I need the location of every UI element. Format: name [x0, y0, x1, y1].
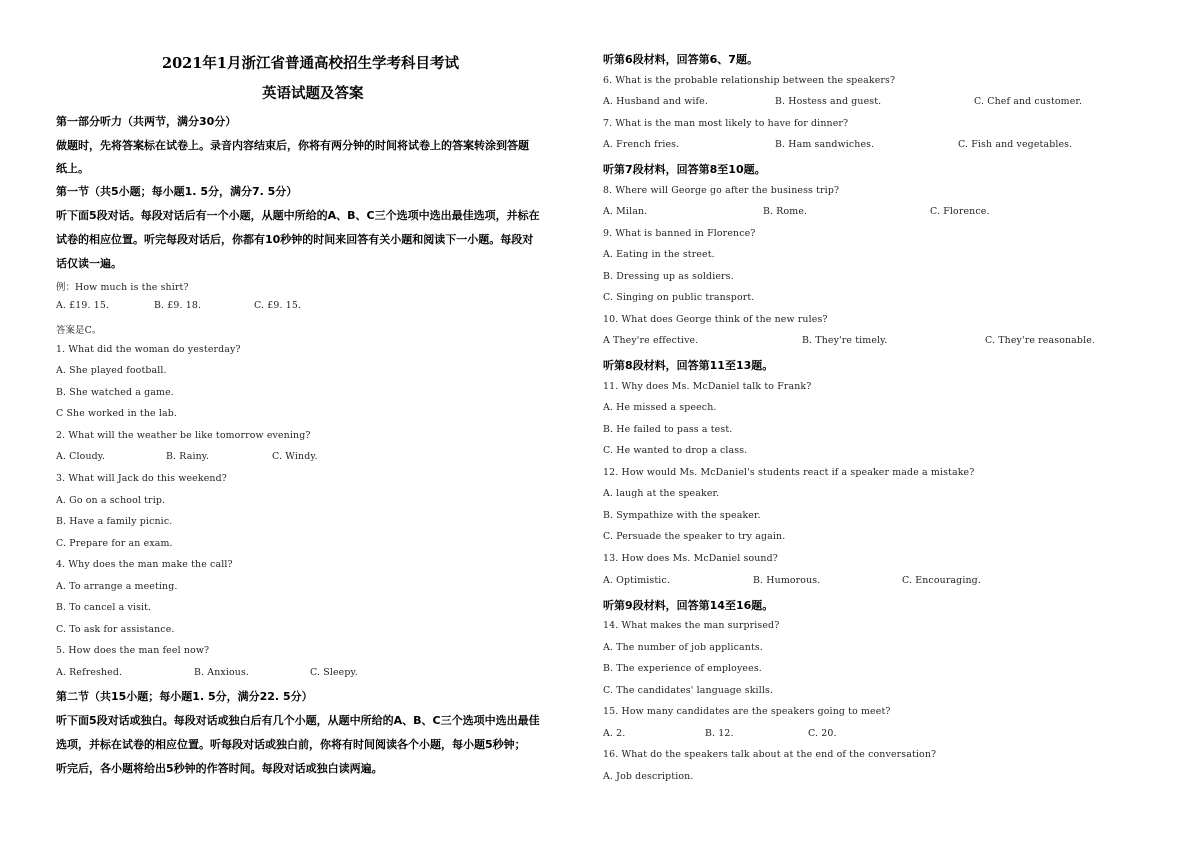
- question: 9. What is banned in Florence?: [603, 228, 756, 239]
- option: B. Have a family picnic.: [56, 516, 173, 527]
- option: A. Refreshed.: [56, 667, 123, 678]
- question: 12. How would Ms. McDaniel's students react if a speaker made a mistake?: [603, 467, 975, 478]
- option: A. He missed a speech.: [603, 402, 717, 413]
- section1-intro-line: 听下面5段对话。每段对话后有一个小题，从题中所给的A、B、C三个选项中选出最佳选项，并标在: [56, 209, 540, 222]
- material-heading: 听第8段材料，回答第11至13题。: [603, 359, 774, 372]
- exam-title: 2021年1月浙江省普通高校招生学考科目考试: [162, 55, 459, 72]
- option: A. Milan.: [603, 206, 648, 217]
- question: 8. Where will George go after the business trip?: [603, 185, 840, 196]
- question: 15. How many candidates are the speakers going to meet?: [603, 706, 891, 717]
- option: B. Ham sandwiches.: [775, 139, 875, 150]
- option: C. Persuade the speaker to try again.: [603, 531, 786, 542]
- option: B. £9. 18.: [154, 300, 202, 311]
- option: B. Hostess and guest.: [775, 96, 882, 107]
- section1-intro-line: 试卷的相应位置。听完每段对话后，你都有10秒钟的时间来回答有关小题和阅读下一小题。每段对: [56, 233, 534, 246]
- option: C. Chef and customer.: [974, 96, 1083, 107]
- option: C She worked in the lab.: [56, 408, 178, 419]
- option: C. Encouraging.: [902, 575, 981, 586]
- option: B. The experience of employees.: [603, 663, 762, 674]
- option: A. Cloudy.: [56, 451, 106, 462]
- option: A They're effective.: [603, 335, 699, 346]
- question: 14. What makes the man surprised?: [603, 620, 780, 631]
- option: A. The number of job applicants.: [603, 642, 763, 653]
- option: A. Eating in the street.: [603, 249, 715, 260]
- option: B. 12.: [705, 728, 734, 739]
- question: 16. What do the speakers talk about at the end of the conversation?: [603, 749, 937, 760]
- question: 4. Why does the man make the call?: [56, 559, 233, 570]
- option: C. £9. 15.: [254, 300, 302, 311]
- option: C. The candidates' language skills.: [603, 685, 774, 696]
- exam-subtitle: 英语试题及答案: [262, 85, 364, 102]
- part1-heading: 第一部分听力（共两节，满分30分）: [56, 115, 237, 128]
- part1-intro-line: 纸上。: [56, 162, 89, 175]
- option: C. Sleepy.: [310, 667, 358, 678]
- material-heading: 听第9段材料，回答第14至16题。: [603, 599, 774, 612]
- option: C. He wanted to drop a class.: [603, 445, 748, 456]
- option: B. Rome.: [763, 206, 808, 217]
- question: 11. Why does Ms. McDaniel talk to Frank?: [603, 381, 812, 392]
- section2-intro-line: 听完后，各小题将给出5秒钟的作答时间。每段对话或独白读两遍。: [56, 762, 383, 775]
- question: 10. What does George think of the new rules?: [603, 314, 828, 325]
- option: C. To ask for assistance.: [56, 624, 175, 635]
- option: A. 2.: [603, 728, 626, 739]
- material-heading: 听第6段材料，回答第6、7题。: [603, 53, 758, 66]
- question: 5. How does the man feel now?: [56, 645, 210, 656]
- option: A. To arrange a meeting.: [56, 581, 178, 592]
- option: B. Sympathize with the speaker.: [603, 510, 761, 521]
- option: A. Job description.: [603, 771, 694, 782]
- section1-heading: 第一节（共5小题；每小题1. 5分，满分7. 5分）: [56, 185, 298, 198]
- option: B. Dressing up as soldiers.: [603, 271, 734, 282]
- option: C. Windy.: [272, 451, 318, 462]
- option: C. 20.: [808, 728, 837, 739]
- example-answer: 答案是C。: [56, 325, 102, 336]
- option: C. Florence.: [930, 206, 990, 217]
- section2-intro-line: 听下面5段对话或独白。每段对话或独白后有几个小题，从题中所给的A、B、C三个选项中选出最佳: [56, 714, 540, 727]
- question: 2. What will the weather be like tomorrow evening?: [56, 430, 311, 441]
- question: 1. What did the woman do yesterday?: [56, 344, 241, 355]
- option: B. Rainy.: [166, 451, 210, 462]
- option: B. He failed to pass a test.: [603, 424, 733, 435]
- question: 6. What is the probable relationship between the speakers?: [603, 75, 896, 86]
- option: C. Prepare for an exam.: [56, 538, 173, 549]
- question: 13. How does Ms. McDaniel sound?: [603, 553, 778, 564]
- option: B. She watched a game.: [56, 387, 174, 398]
- option: B. Humorous.: [753, 575, 821, 586]
- option: A. Husband and wife.: [603, 96, 708, 107]
- example-question: 例：How much is the shirt?: [56, 282, 189, 293]
- option: A. She played football.: [56, 365, 167, 376]
- section2-intro-line: 选项，并标在试卷的相应位置。听每段对话或独白前，你将有时间阅读各个小题，每小题5秒钟；: [56, 738, 526, 751]
- question: 7. What is the man most likely to have for dinner?: [603, 118, 849, 129]
- option: B. To cancel a visit.: [56, 602, 152, 613]
- section2-heading: 第二节（共15小题；每小题1. 5分，满分22. 5分）: [56, 690, 313, 703]
- material-heading: 听第7段材料，回答第8至10题。: [603, 163, 766, 176]
- option: C. Singing on public transport.: [603, 292, 755, 303]
- option: C. Fish and vegetables.: [958, 139, 1073, 150]
- option: A. laugh at the speaker.: [603, 488, 720, 499]
- option: A. French fries.: [603, 139, 680, 150]
- option: A. Go on a school trip.: [56, 495, 166, 506]
- option: B. They're timely.: [802, 335, 888, 346]
- question: 3. What will Jack do this weekend?: [56, 473, 227, 484]
- option: A. Optimistic.: [603, 575, 670, 586]
- option: C. They're reasonable.: [985, 335, 1096, 346]
- section1-intro-line: 话仅读一遍。: [56, 257, 122, 270]
- part1-intro-line: 做题时，先将答案标在试卷上。录音内容结束后，你将有两分钟的时间将试卷上的答案转涂到答题: [56, 139, 529, 152]
- option: B. Anxious.: [194, 667, 250, 678]
- option: A. £19. 15.: [56, 300, 110, 311]
